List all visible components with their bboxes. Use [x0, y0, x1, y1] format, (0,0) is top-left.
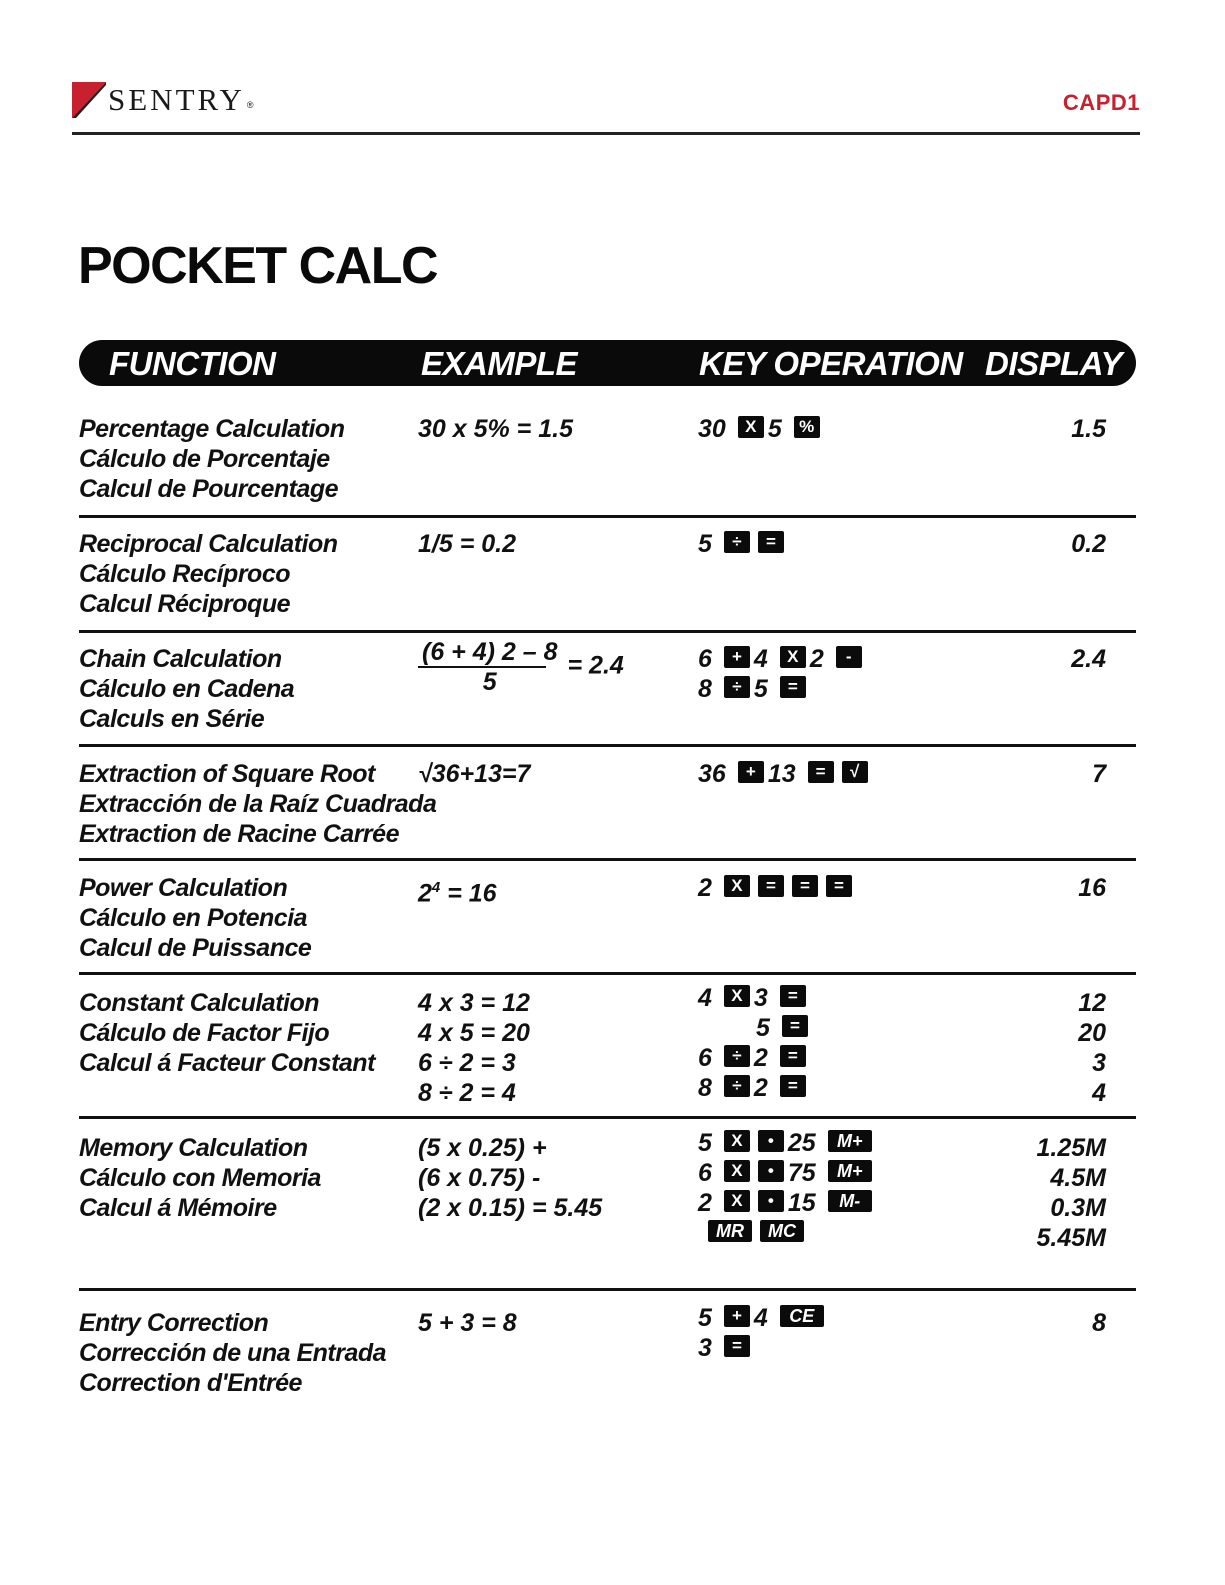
key-digit: 2 [698, 1189, 712, 1217]
function-label: Entry Correction [79, 1309, 269, 1337]
calculator-key: + [724, 646, 750, 668]
function-label: Memory Calculation [79, 1134, 308, 1162]
function-label: Calcul de Puissance [79, 934, 312, 962]
fraction-numerator: (6 + 4) 2 – 8 [422, 638, 558, 666]
display-cell [1092, 759, 1106, 789]
key-digit: 6 [698, 1159, 712, 1187]
key-digit: 75 [787, 1159, 816, 1187]
calculator-key: MR [708, 1220, 752, 1242]
function-cell [79, 414, 344, 504]
calculator-key: X [724, 1160, 750, 1182]
key-digit: 5 [767, 415, 782, 443]
function-label: Cálculo en Potencia [79, 904, 308, 932]
example-text: 5 + 3 = 8 [418, 1309, 517, 1337]
key-sequence [698, 983, 812, 1013]
display-cell [1092, 1308, 1106, 1338]
example-cell [418, 1133, 602, 1223]
fraction-denominator: 5 [482, 668, 497, 696]
calculator-key: = [758, 531, 784, 553]
key-digit: 5 [698, 1129, 712, 1157]
key-sequence [698, 1303, 828, 1333]
key-sequence [698, 674, 866, 704]
row-divider [79, 515, 1136, 518]
function-label: Cálculo de Factor Fijo [79, 1019, 330, 1047]
display-value: 0.3M [1050, 1194, 1106, 1222]
calculator-key: X [724, 875, 750, 897]
key-digit: 2 [753, 1044, 768, 1072]
display-value: 1.5 [1071, 415, 1106, 443]
key-sequence [698, 414, 824, 444]
example-text: 30 x 5% = 1.5 [418, 415, 573, 443]
calculator-key: = [780, 1045, 806, 1067]
calculator-key: • [758, 1190, 784, 1212]
header-divider [72, 132, 1140, 135]
sentry-logo [72, 80, 254, 120]
row-divider [79, 1288, 1136, 1291]
calculator-key: • [758, 1160, 784, 1182]
function-cell [79, 988, 375, 1078]
example-text: √36+13=7 [418, 760, 531, 788]
function-label: Calcul á Facteur Constant [79, 1049, 375, 1077]
display-cell [1078, 988, 1106, 1108]
calculator-key: X [724, 985, 750, 1007]
function-label: Power Calculation [79, 874, 288, 902]
calculator-key: ÷ [724, 1045, 750, 1067]
display-value: 3 [1092, 1049, 1106, 1077]
calculator-key: M+ [828, 1130, 872, 1152]
key-sequence [698, 1128, 876, 1158]
example-cell [418, 873, 497, 908]
key-operation-cell [698, 644, 866, 704]
key-operation-cell [698, 529, 788, 559]
column-header-display: DISPLAY [985, 345, 1123, 382]
function-label: Cálculo con Memoria [79, 1164, 321, 1192]
key-digit: 4 [753, 1304, 768, 1332]
key-digit: 36 [698, 760, 726, 788]
function-label: Chain Calculation [79, 645, 282, 673]
display-value: 0.2 [1071, 530, 1106, 558]
example-cell [418, 529, 516, 559]
display-value: 7 [1092, 760, 1106, 788]
function-label: Extraction de Racine Carrée [79, 820, 399, 848]
function-label: Reciprocal Calculation [79, 530, 338, 558]
brand-name: SENTRY [108, 82, 245, 117]
display-value: 20 [1078, 1019, 1106, 1047]
key-operation-cell [698, 414, 824, 444]
example-text: 4 x 5 = 20 [418, 1019, 530, 1047]
key-digit: 2 [753, 1074, 768, 1102]
function-label: Cálculo Recíproco [79, 560, 290, 588]
calculator-key: M+ [828, 1160, 872, 1182]
fraction-result: = 2.4 [567, 651, 624, 680]
example-text: 6 ÷ 2 = 3 [418, 1049, 516, 1077]
display-cell [1071, 414, 1106, 444]
example-cell [418, 759, 530, 789]
key-digit: 5 [698, 1304, 712, 1332]
calculator-key: = [826, 875, 852, 897]
key-sequence [698, 759, 872, 789]
calculator-key: % [794, 416, 820, 438]
display-cell [1078, 873, 1106, 903]
function-cell [79, 1308, 386, 1398]
calculator-key: = [724, 1335, 750, 1357]
display-value: 8 [1092, 1309, 1106, 1337]
display-cell [1037, 1133, 1106, 1253]
row-divider [79, 744, 1136, 747]
calculator-key: = [780, 676, 806, 698]
example-text: (5 x 0.25) + [418, 1134, 547, 1162]
calculator-key: = [780, 1075, 806, 1097]
document-code: CAPD1 [1062, 90, 1140, 115]
fraction [418, 638, 562, 696]
display-cell [1071, 529, 1106, 559]
calculator-key: X [738, 416, 764, 438]
function-cell [79, 873, 311, 963]
calculator-key: X [724, 1130, 750, 1152]
example-text: (6 x 0.75) - [418, 1164, 541, 1192]
calculator-key: = [758, 875, 784, 897]
key-sequence [698, 1188, 876, 1218]
function-label: Calcul á Mémoire [79, 1194, 277, 1222]
calculator-key: ÷ [724, 1075, 750, 1097]
table-header [79, 340, 1136, 386]
function-label: Extraction of Square Root [79, 760, 375, 788]
calculator-key: X [724, 1190, 750, 1212]
calculator-key: ÷ [724, 676, 750, 698]
function-label: Cálculo en Cadena [79, 675, 295, 703]
display-value: 2.4 [1071, 645, 1106, 673]
function-label: Corrección de una Entrada [79, 1339, 387, 1367]
example-cell [418, 1308, 517, 1338]
key-digit: 6 [698, 645, 712, 673]
calculator-key: = [780, 985, 806, 1007]
key-operation-cell [698, 1128, 876, 1248]
power-base: 2 [418, 879, 432, 908]
key-digit: 25 [787, 1129, 816, 1157]
function-label: Calcul Réciproque [79, 590, 290, 618]
function-cell [79, 644, 294, 734]
display-value: 12 [1078, 989, 1106, 1017]
example-text: 4 x 3 = 12 [418, 989, 530, 1017]
display-value: 16 [1078, 874, 1106, 902]
example-cell [418, 414, 573, 444]
row-divider [79, 972, 1136, 975]
function-cell [79, 759, 436, 849]
function-label: Calcul de Pourcentage [79, 475, 339, 503]
key-digit: 2 [698, 874, 712, 902]
function-label: Constant Calculation [79, 989, 320, 1017]
key-digit: 8 [698, 675, 712, 703]
function-cell [79, 1133, 321, 1223]
key-digit: 5 [756, 1014, 770, 1042]
display-cell [1071, 644, 1106, 674]
row-divider [79, 858, 1136, 861]
example-cell [418, 638, 624, 696]
row-divider [79, 630, 1136, 633]
display-value: 4 [1092, 1079, 1106, 1107]
key-operation-cell [698, 759, 872, 789]
key-sequence [698, 1218, 876, 1248]
key-sequence [698, 529, 788, 559]
page-title: POCKET CALC [78, 237, 438, 295]
example-text: 8 ÷ 2 = 4 [418, 1079, 516, 1107]
function-label: Percentage Calculation [79, 415, 345, 443]
example-fraction-line [418, 638, 624, 696]
column-header-function: FUNCTION [109, 345, 276, 382]
row-divider [79, 1116, 1136, 1119]
key-sequence [698, 644, 866, 674]
function-cell [79, 529, 338, 619]
example-power-line [418, 873, 497, 908]
function-label: Extracción de la Raíz Cuadrada [79, 790, 437, 818]
key-sequence [698, 1043, 812, 1073]
registered-mark: ® [246, 100, 254, 110]
calculator-key: M- [828, 1190, 872, 1212]
column-header-example: EXAMPLE [421, 345, 578, 382]
key-sequence [698, 873, 856, 903]
calculator-key: + [738, 761, 764, 783]
display-value: 5.45M [1036, 1224, 1106, 1252]
function-label: Cálculo de Porcentaje [79, 445, 330, 473]
key-digit: 5 [753, 675, 768, 703]
key-sequence [698, 1013, 812, 1043]
key-digit: 8 [698, 1074, 712, 1102]
key-sequence [698, 1073, 812, 1103]
calculator-key: MC [760, 1220, 804, 1242]
calculator-key: X [780, 646, 806, 668]
calculator-key: = [808, 761, 834, 783]
key-digit: 4 [698, 984, 712, 1012]
calculator-key: √ [842, 761, 868, 783]
page-header [72, 76, 1140, 136]
function-label: Calculs en Série [79, 705, 265, 733]
key-digit: 3 [753, 984, 768, 1012]
key-digit: 13 [767, 760, 796, 788]
example-text: 1/5 = 0.2 [418, 530, 516, 558]
calculator-key: = [792, 875, 818, 897]
key-digit: 4 [753, 645, 768, 673]
display-value: 1.25M [1036, 1134, 1106, 1162]
key-operation-cell [698, 873, 856, 903]
calculator-key: • [758, 1130, 784, 1152]
calculator-key: - [836, 646, 862, 668]
example-cell [418, 988, 530, 1108]
key-sequence [698, 1158, 876, 1188]
key-sequence [698, 1333, 828, 1363]
power-rest: = 16 [440, 879, 497, 908]
key-digit: 5 [698, 530, 712, 558]
column-header-key-operation: KEY OPERATION [699, 345, 963, 382]
power-exponent: 4 [431, 879, 441, 896]
key-operation-cell [698, 1303, 828, 1363]
calculator-key: ÷ [724, 531, 750, 553]
key-digit: 2 [809, 645, 824, 673]
key-digit: 30 [698, 415, 726, 443]
key-digit: 3 [698, 1334, 712, 1362]
calculator-key: = [782, 1015, 808, 1037]
function-label: Correction d'Entrée [79, 1369, 302, 1397]
key-digit: 15 [787, 1189, 816, 1217]
key-operation-cell [698, 983, 812, 1103]
example-text: (2 x 0.15) = 5.45 [418, 1194, 603, 1222]
sentry-logo-mark-icon [72, 82, 106, 118]
display-value: 4.5M [1050, 1164, 1106, 1192]
key-digit: 6 [698, 1044, 712, 1072]
calculator-key: CE [780, 1305, 824, 1327]
calculator-key: + [724, 1305, 750, 1327]
